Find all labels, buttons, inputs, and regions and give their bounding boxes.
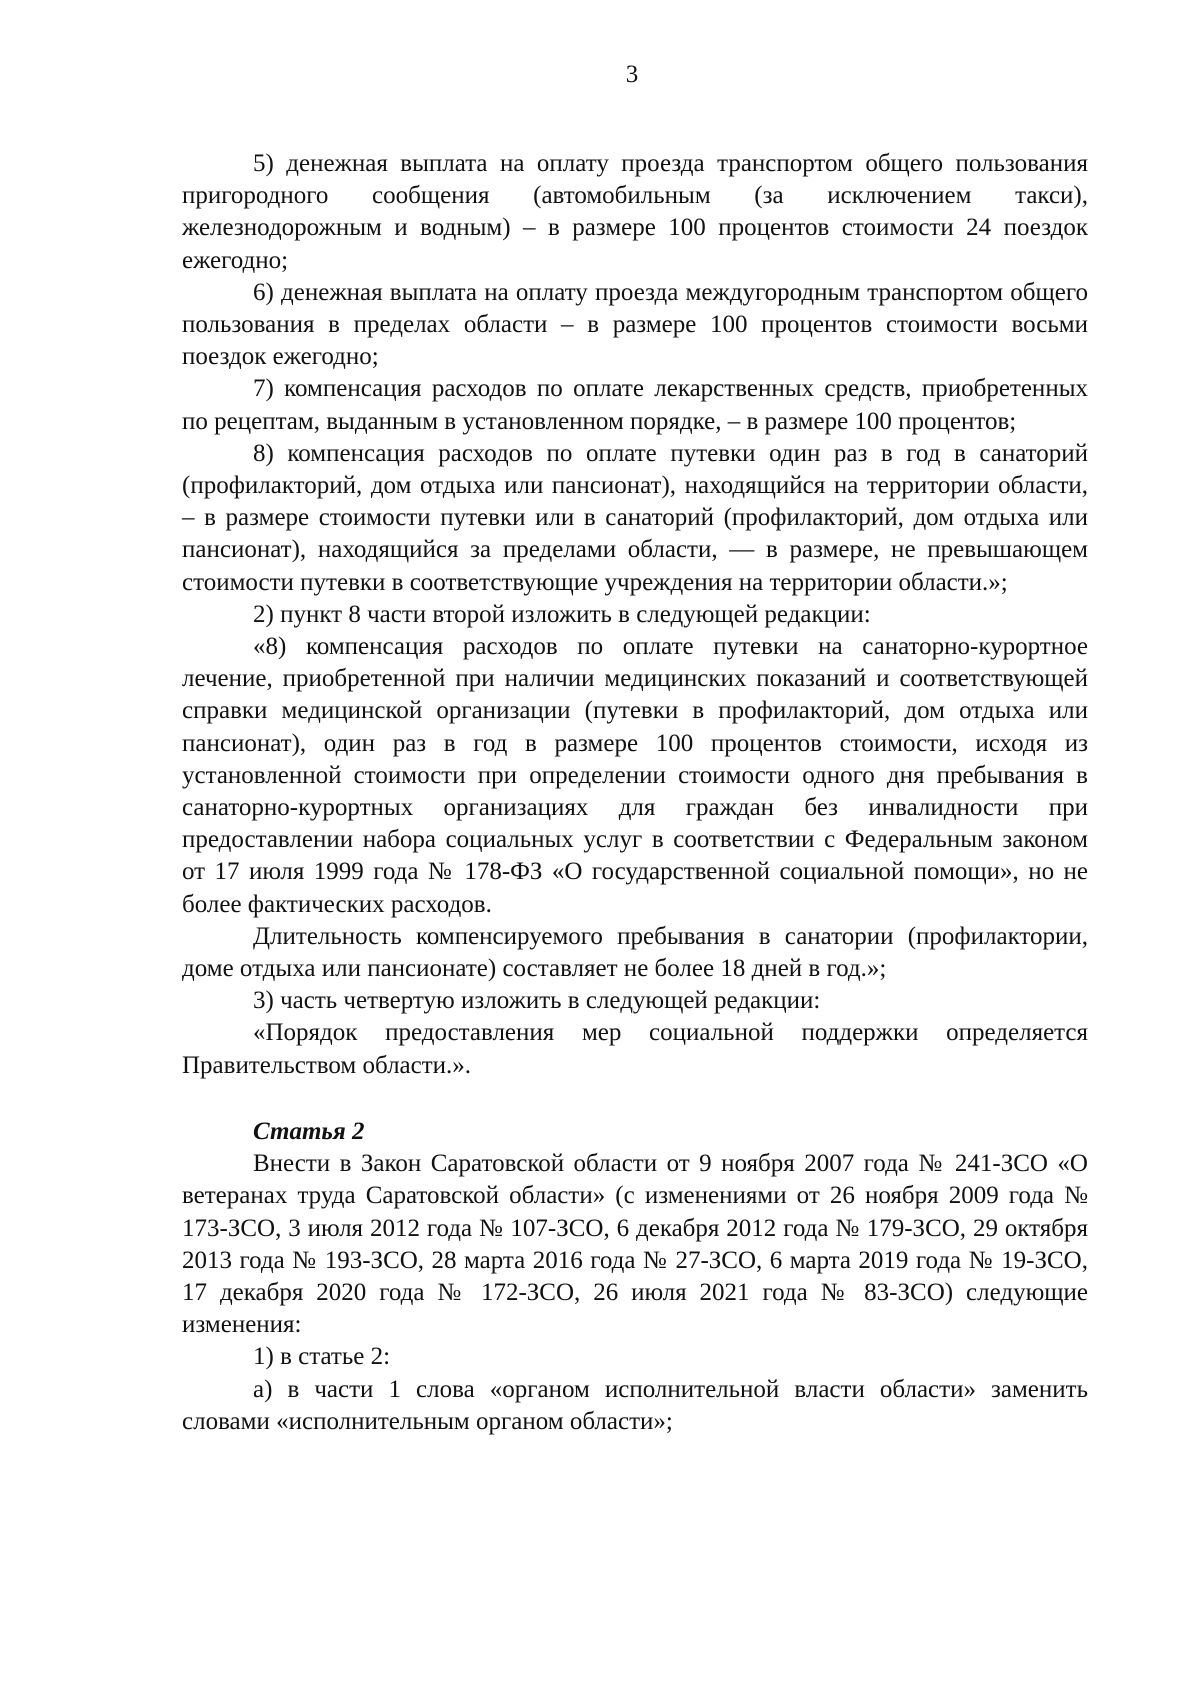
article-heading: Статья 2 (253, 1117, 365, 1145)
paragraph-article-2-item-1: 1) в статье 2: (253, 1343, 391, 1371)
paragraph-amendment-2: 2) пункт 8 части второй изложить в следующей редакции: (253, 600, 871, 628)
paragraph-item-5: 5) денежная выплата на оплату проезда транспортом общего пользования пригородного сообщения (автомобильным (за исключением такси), железнодорожным и водным) – в размере 100 процентов стоимости 24 поездок ежегодно; (182, 150, 1088, 274)
page-number: 3 (625, 61, 639, 88)
paragraph-new-item-8: «8) компенсация расходов по оплате путевки на санаторно-курортное лечение, приобретенной при наличии медицинских показаний и соответствующей справки медицинской организации (путевки в профилакторий, дом отдыха или пансионат), один раз в год в размере 100 процентов стоимости, исходя из установленной стоимости при определении стоимости одного дня пребывания в санаторно-курортных организациях для граждан без инвалидности при предоставлении набора социальных услуг в соответствии с Федеральным законом от 17 июля 1999 года № 178-ФЗ «О государственной социальной помощи», но не более фактических расходов. (182, 633, 1088, 918)
paragraph-item-7: 7) компенсация расходов по оплате лекарственных средств, приобретенных по рецептам, выданным в установленном порядке, – в размере 100 процентов; (182, 375, 1088, 435)
paragraph-item-6: 6) денежная выплата на оплату проезда междугородным транспортом общего пользования в пределах области – в размере 100 процентов стоимости восьми поездок ежегодно; (182, 278, 1088, 371)
paragraph-duration: Длительность компенсируемого пребывания в санатории (профилактории, доме отдыха или пансионате) составляет не более 18 дней в год.»; (182, 922, 1088, 983)
document-body (182, 148, 1088, 1438)
paragraph-item-8: 8) компенсация расходов по оплате путевки один раз в год в санаторий (профилакторий, дом отдыха или пансионат), находящийся на территории области, – в размере стоимости путевки или в санаторий (профилакторий, дом отдыха или пансионат), находящийся за пределами области, — в размере, не превышающем стоимости путевки в соответствующие учреждения на территории области.»; (182, 439, 1088, 596)
paragraph-amendment-3: 3) часть четвертую изложить в следующей редакции: (253, 987, 821, 1015)
paragraph-article-2-intro: Внести в Закон Саратовской области от 9 ноября 2007 года № 241-ЗСО «О ветеранах труда Саратовской области» (с изменениями от 26 ноября 2009 года № 173-ЗСО, 3 июля 2012 года № 107-ЗСО, 6 декабря 2012 года № 179-ЗСО, 29 октября 2013 года № 193-ЗСО, 28 марта 2016 года № 27-ЗСО, 6 марта 2019 года № 19-ЗСО, 17 декабря 2020 года № 172-ЗСО, 26 июля 2021 года № 83-ЗСО) следующие изменения: (182, 1150, 1088, 1339)
paragraph-article-2-subitem-a: а) в части 1 слова «органом исполнительной власти области» заменить словами «исполнительным органом области»; (182, 1375, 1088, 1435)
paragraph-procedure: «Порядок предоставления мер социальной поддержки определяется Правительством области.». (182, 1019, 1088, 1079)
